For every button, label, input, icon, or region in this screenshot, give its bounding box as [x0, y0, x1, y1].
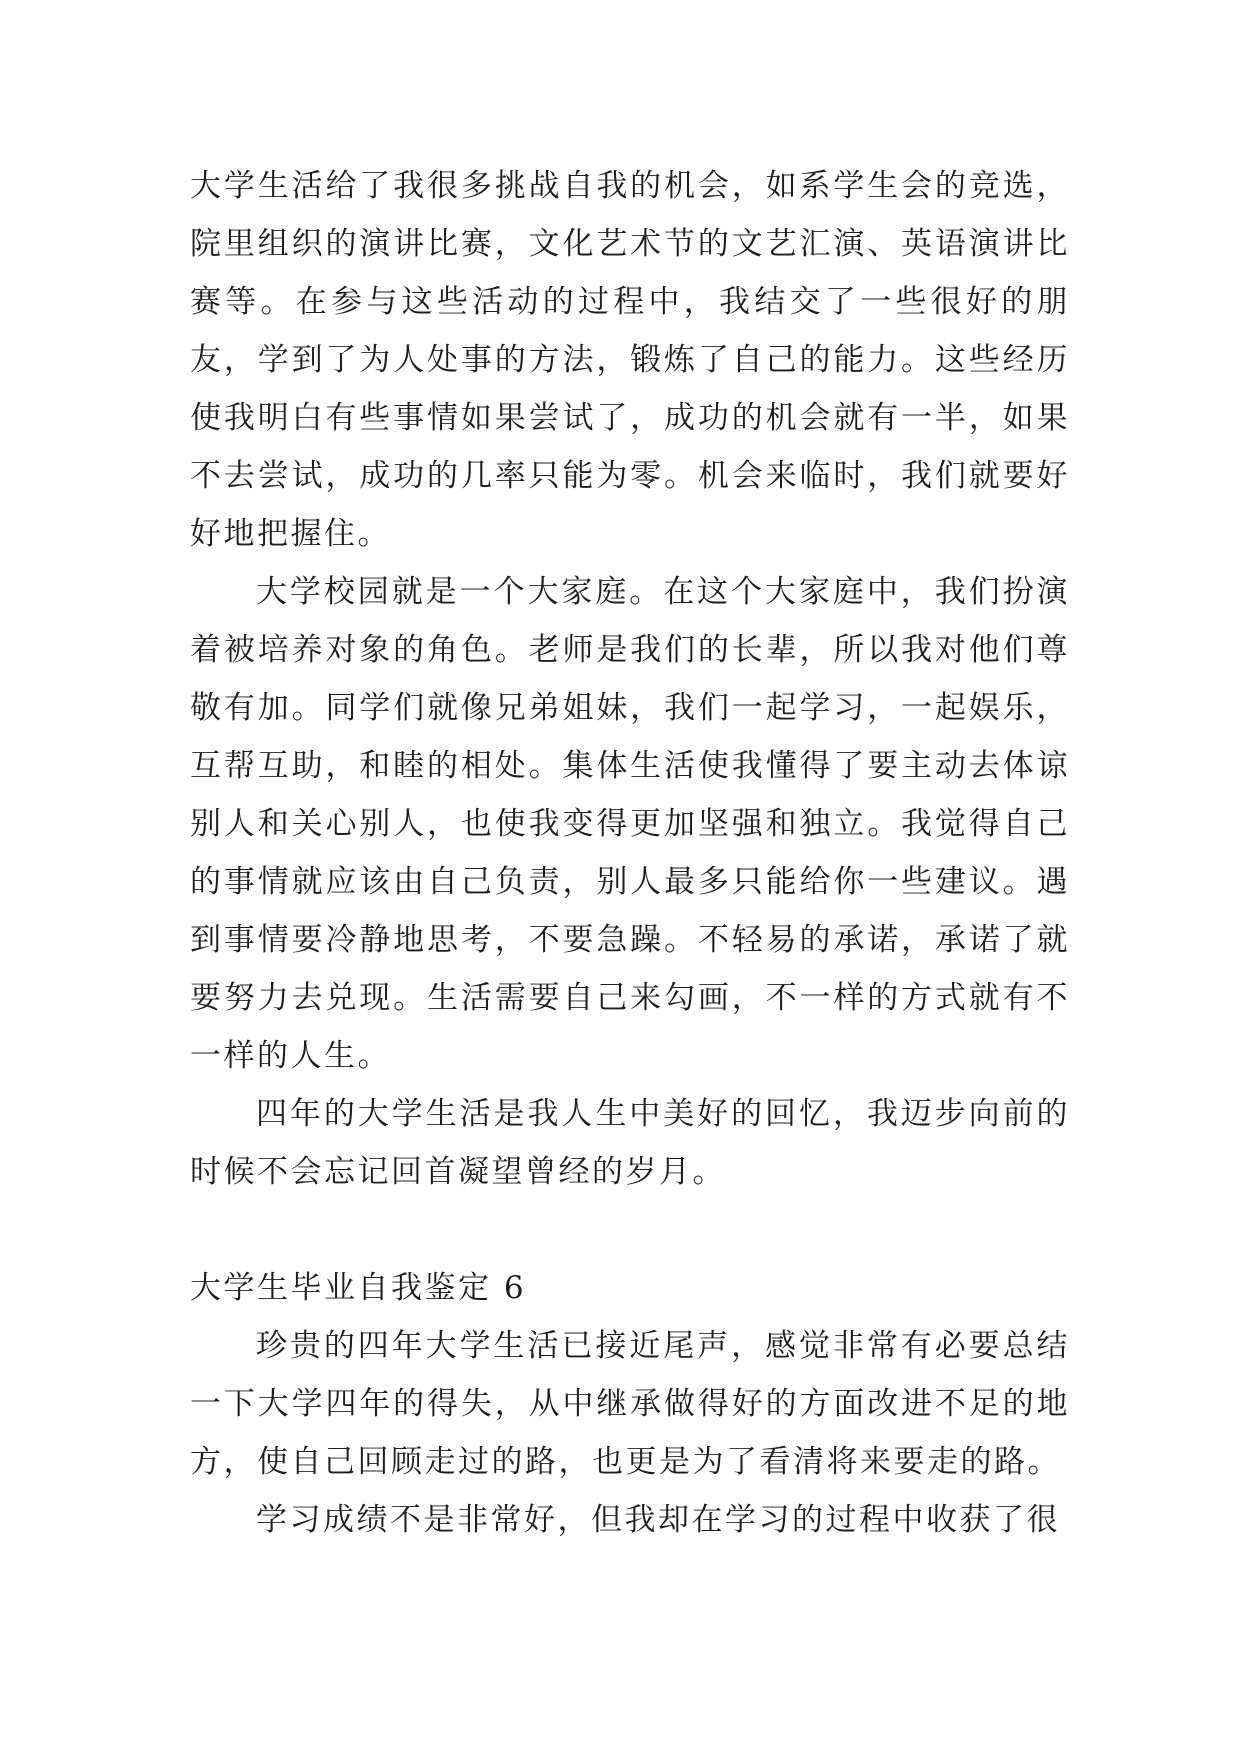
paragraph-memories: 四年的大学生活是我人生中美好的回忆，我迈步向前的时候不会忘记回首凝望曾经的岁月。 — [190, 1096, 1070, 1190]
paragraph-summary-intro: 珍贵的四年大学生活已接近尾声，感觉非常有必要总结一下大学四年的得失，从中继承做得好的方面改进不足的地方，使自己回顾走过的路，也更是为了看清将来要走的路。 — [190, 1328, 1070, 1480]
section-heading: 大学生毕业自我鉴定 6 — [190, 1270, 527, 1306]
paragraph-activities: 大学生活给了我很多挑战自我的机会，如系学生会的竞选，院里组织的演讲比赛，文化艺术节的文艺汇演、英语演讲比赛等。在参与这些活动的过程中，我结交了一些很好的朋友，学到了为人处事的方法，锻炼了自己的能力。这些经历使我明白有些事情如果尝试了，成功的机会就有一半，如果不去尝试，成功的几率只能为零。机会来临时，我们就要好好地把握住。 — [190, 168, 1070, 552]
paragraph-study: 学习成绩不是非常好，但我却在学习的过程中收获了很 — [256, 1502, 1060, 1538]
document-body — [190, 157, 1070, 1549]
section-spacer — [190, 1201, 1070, 1259]
paragraph-campus-family: 大学校园就是一个大家庭。在这个大家庭中，我们扮演着被培养对象的角色。老师是我们的长辈，所以我对他们尊敬有加。同学们就像兄弟姐妹，我们一起学习，一起娱乐，互帮互助，和睦的相处。集体生活使我懂得了要主动去体谅别人和关心别人，也使我变得更加坚强和独立。我觉得自己的事情就应该由自己负责，别人最多只能给你一些建议。遇到事情要冷静地思考，不要急躁。不轻易的承诺，承诺了就要努力去兑现。生活需要自己来勾画，不一样的方式就有不一样的人生。 — [190, 574, 1070, 1074]
